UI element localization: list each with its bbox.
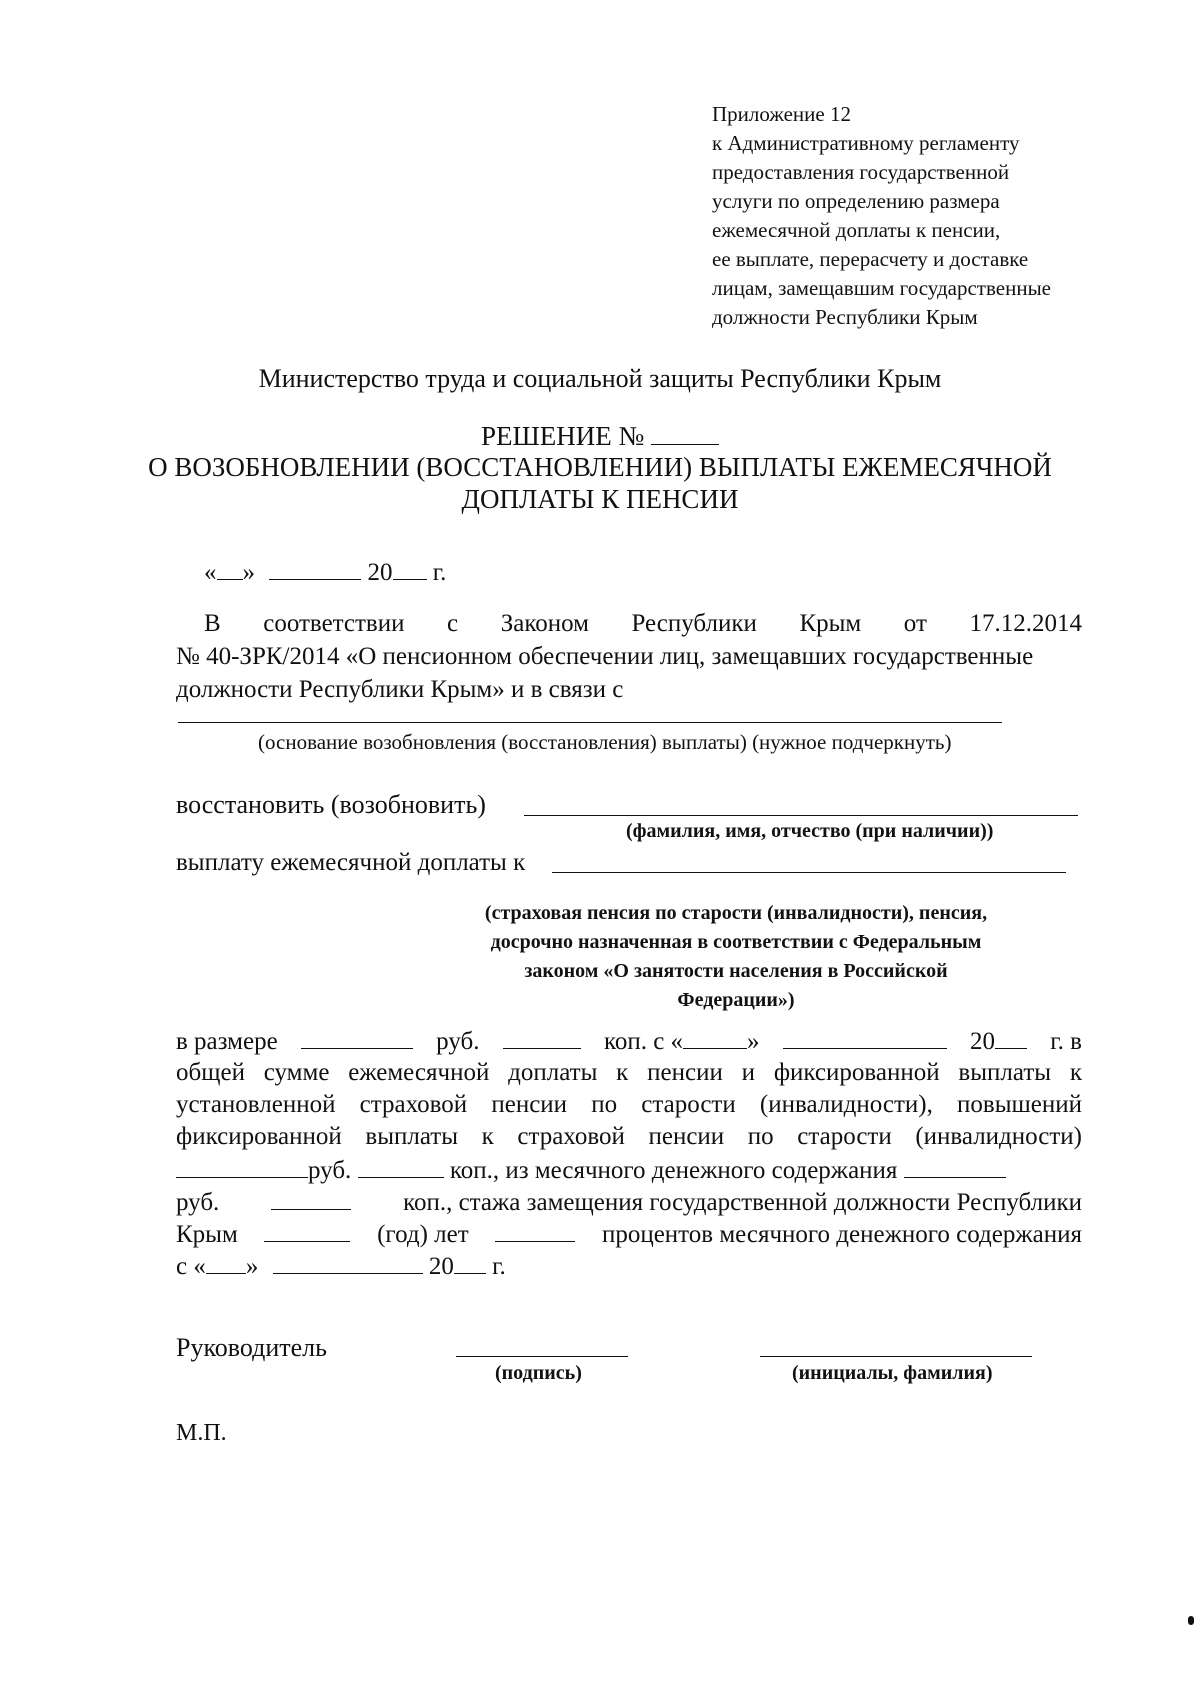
amount-text: Крым	[176, 1221, 238, 1248]
appendix-line: к Административному регламенту	[712, 131, 1020, 155]
fio-field[interactable]	[524, 815, 1078, 816]
intro-word: соответствии	[263, 610, 405, 637]
intro-line3: должности Республики Крым» и в связи с	[176, 676, 624, 703]
amount-text: с «	[176, 1253, 206, 1280]
salary-rub-field[interactable]	[904, 1155, 1006, 1178]
service-years-field[interactable]	[264, 1219, 350, 1242]
amount-rub-field[interactable]	[301, 1026, 413, 1049]
quote-close: »	[242, 559, 255, 586]
caption-line: Федерации»)	[677, 989, 795, 1011]
amount-text: »	[245, 1253, 259, 1280]
intro-word: В	[204, 610, 221, 637]
pension-type-caption	[0, 899, 1132, 1015]
decision-number-field[interactable]	[651, 422, 719, 445]
decision-label: РЕШЕНИЕ №	[481, 421, 645, 451]
fio-caption: (фамилия, имя, отчество (при наличии))	[626, 820, 994, 842]
basis-caption: (основание возобновления (восстановления) выплаты) (нужное подчеркнуть)	[258, 730, 952, 754]
pension-type-field[interactable]	[552, 872, 1066, 873]
amount-line5	[176, 1155, 1006, 1185]
start-day-field[interactable]	[683, 1026, 747, 1049]
head-label: Руководитель	[176, 1333, 327, 1362]
decision-title-line2: ДОПЛАТЫ К ПЕНСИИ	[461, 484, 739, 514]
initials-field[interactable]	[760, 1356, 1032, 1357]
intro-word: Законом	[500, 610, 589, 637]
month-field[interactable]	[269, 557, 361, 580]
restore-label: восстановить (возобновить)	[176, 790, 486, 819]
basis-field[interactable]	[178, 722, 1002, 723]
stamp-label: М.П.	[176, 1420, 227, 1446]
amount-kop-field[interactable]	[503, 1026, 581, 1049]
amount-line1	[176, 1026, 1082, 1056]
initials-caption: (инициалы, фамилия)	[792, 1362, 993, 1384]
amount-text: руб.	[176, 1189, 220, 1216]
signature-caption: (подпись)	[495, 1362, 582, 1384]
intro-word: 17.12.2014	[969, 610, 1082, 637]
percent-field[interactable]	[495, 1219, 575, 1242]
amount-text: коп., стажа замещения государственной должности Республики	[403, 1189, 1082, 1216]
amount-text: коп., из месячного денежного содержания	[449, 1157, 898, 1184]
amount-text: руб.	[308, 1157, 352, 1184]
caption-line: законом «О занятости населения в Российской	[524, 960, 948, 982]
intro-line2: № 40-ЗРК/2014 «О пенсионном обеспечении лиц, замещавших государственные	[176, 643, 1034, 670]
date-line	[204, 557, 446, 587]
intro-word: Республики	[631, 610, 757, 637]
amount-text: процентов месячного денежного содержания	[601, 1221, 1082, 1248]
year-suffix: г.	[432, 559, 447, 586]
from-month-field[interactable]	[273, 1251, 423, 1274]
amount-text: г. в	[1050, 1028, 1082, 1055]
amount-text: г.	[492, 1253, 506, 1280]
appendix-line: должности Республики Крым	[712, 305, 978, 329]
year-field[interactable]	[393, 557, 427, 580]
amount-text: коп. с «	[603, 1028, 684, 1055]
intro-word: с	[447, 610, 459, 637]
amount-line4: фиксированной выплаты к страховой пенсии по старости (инвалидности)	[176, 1123, 1082, 1150]
decision-number-line	[0, 420, 1200, 452]
fixed-kop-field[interactable]	[358, 1155, 444, 1178]
appendix-line: предоставления государственной	[712, 160, 1010, 184]
day-field[interactable]	[217, 557, 243, 580]
payment-label: выплату ежемесячной доплаты к	[176, 849, 526, 876]
amount-line3: установленной страховой пенсии по старости (инвалидности), повышений	[176, 1091, 1082, 1118]
amount-text: »	[747, 1028, 760, 1055]
caption-line: (страховая пенсия по старости (инвалидности), пенсия,	[484, 902, 988, 924]
amount-line6	[176, 1187, 1082, 1217]
amount-text: 20	[428, 1253, 454, 1280]
intro-word: Крым	[799, 610, 862, 637]
signature-field[interactable]	[456, 1356, 628, 1357]
intro-line1	[204, 610, 1082, 638]
amount-text: руб.	[436, 1028, 480, 1055]
appendix-line: услуги по определению размера	[712, 189, 1000, 213]
appendix-line: ее выплате, перерасчету и доставке	[712, 247, 1029, 271]
appendix-line: ежемесячной доплаты к пенсии,	[712, 218, 1001, 242]
year-prefix: 20	[367, 559, 393, 586]
salary-kop-field[interactable]	[271, 1187, 351, 1210]
from-year-field[interactable]	[454, 1251, 486, 1274]
amount-line7	[176, 1219, 1082, 1249]
from-day-field[interactable]	[206, 1251, 246, 1274]
amount-line8	[176, 1251, 506, 1281]
appendix-line: Приложение 12	[712, 102, 851, 126]
start-month-field[interactable]	[783, 1026, 947, 1049]
caption-line: досрочно назначенная в соответствии с Федеральным	[490, 931, 982, 953]
ministry-heading: Министерство труда и социальной защиты Республики Крым	[258, 364, 942, 393]
start-year-field[interactable]	[995, 1026, 1027, 1049]
quote-open: «	[204, 559, 217, 586]
amount-line2: общей сумме ежемесячной доплаты к пенсии и фиксированной выплаты к	[176, 1059, 1082, 1086]
fixed-rub-field[interactable]	[176, 1155, 308, 1178]
intro-word: от	[903, 610, 927, 637]
amount-text: в размере	[176, 1028, 278, 1055]
appendix-block	[712, 100, 1051, 332]
amount-text: (год) лет	[377, 1221, 469, 1248]
decision-title-line1: О ВОЗОБНОВЛЕНИИ (ВОССТАНОВЛЕНИИ) ВЫПЛАТЫ ЕЖЕМЕСЯЧНОЙ	[148, 452, 1052, 482]
scan-speck	[1188, 1616, 1194, 1625]
amount-text: 20	[970, 1028, 996, 1055]
appendix-line: лицам, замещавшим государственные	[712, 276, 1052, 300]
